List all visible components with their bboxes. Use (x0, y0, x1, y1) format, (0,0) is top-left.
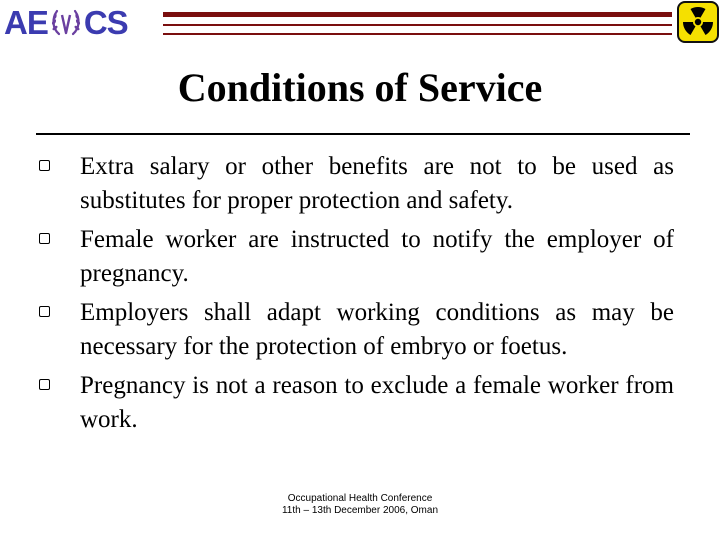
bullet-text: Employers shall adapt working conditions as may be necessary for the protection of embryo or foetus. (80, 299, 674, 360)
bullet-list (34, 150, 674, 442)
bullet-item (34, 150, 674, 218)
bullet-item (34, 223, 674, 291)
hollow-square-bullet-icon (39, 160, 50, 171)
hollow-square-bullet-icon (39, 233, 50, 244)
logo-text-left: AE (4, 4, 48, 41)
slide-title: Conditions of Service (177, 65, 543, 110)
title-underline (36, 133, 690, 135)
header-rule-thick (163, 12, 672, 17)
radiation-trefoil-icon (676, 0, 720, 44)
header-rule-bottom (163, 33, 672, 35)
hollow-square-bullet-icon (39, 379, 50, 390)
bullet-item (34, 296, 674, 364)
footer-line-2: 11th – 13th December 2006, Oman (281, 505, 439, 516)
header-rule-middle (163, 24, 672, 26)
laurel-wreath-icon (49, 6, 83, 40)
bullet-text: Female worker are instructed to notify the employer of pregnancy. (80, 226, 674, 287)
bullet-text: Pregnancy is not a reason to exclude a female worker from work. (80, 372, 674, 433)
footer (260, 493, 460, 517)
footer-line-1: Occupational Health Conference (287, 493, 433, 504)
logo-text-right: CS (83, 4, 128, 41)
hollow-square-bullet-icon (39, 306, 50, 317)
bullet-text: Extra salary or other benefits are not to be used as substitutes for proper protection and safety. (80, 153, 674, 214)
aecs-logo (4, 3, 160, 43)
bullet-item (34, 369, 674, 437)
